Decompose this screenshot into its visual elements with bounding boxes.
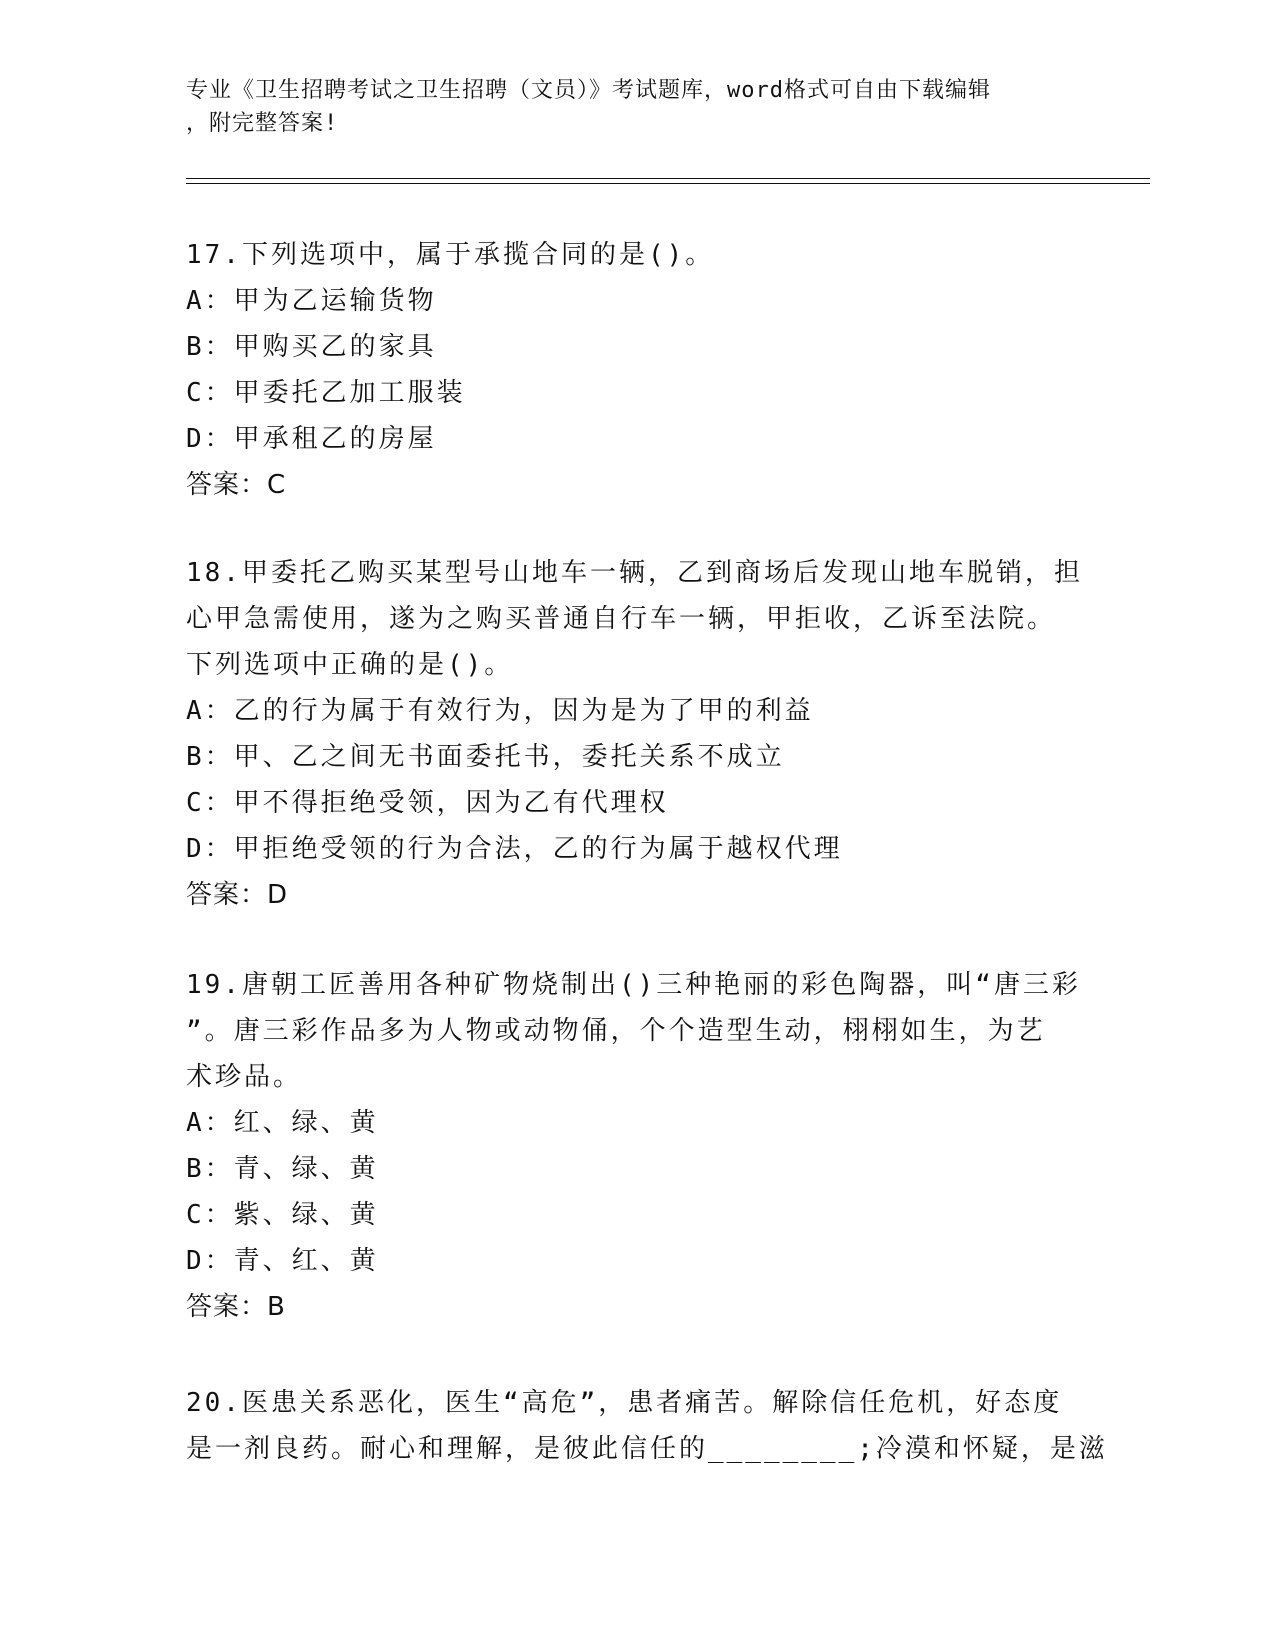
option-b: B：甲购买乙的家具 [186, 332, 437, 362]
document-header [186, 74, 1086, 140]
question-stem: ”。唐三彩作品多为人物或动物俑，个个造型生动，栩栩如生，为艺 [186, 1016, 1046, 1046]
answer: 答案：B [186, 1292, 286, 1322]
option-d: D：甲承租乙的房屋 [186, 424, 437, 454]
question-stem: 是一剂良药。耐心和理解，是彼此信任的________;冷漠和怀疑，是滋 [186, 1434, 1108, 1464]
option-c: C：甲委托乙加工服装 [186, 378, 466, 408]
option-b: B：甲、乙之间无书面委托书，委托关系不成立 [186, 742, 785, 772]
option-c: C：紫、绿、黄 [186, 1200, 379, 1230]
option-a: A：甲为乙运输货物 [186, 286, 437, 316]
option-a: A：乙的行为属于有效行为，因为是为了甲的利益 [186, 696, 814, 726]
answer: 答案：C [186, 470, 287, 500]
question-stem: 术珍品。 [186, 1062, 303, 1092]
option-c: C：甲不得拒绝受领，因为乙有代理权 [186, 788, 669, 818]
option-a: A：红、绿、黄 [186, 1108, 379, 1138]
question-20 [186, 1380, 1108, 1472]
question-stem: 19.唐朝工匠善用各种矿物烧制出()三种艳丽的彩色陶器，叫“唐三彩 [186, 970, 1081, 1000]
question-stem: 20.医患关系恶化，医生“高危”，患者痛苦。解除信任危机，好态度 [186, 1388, 1063, 1418]
answer: 答案：D [186, 880, 289, 910]
header-divider-top [186, 178, 1150, 179]
header-title-line-1: 专业《卫生招聘考试之卫生招聘（文员）》考试题库，word格式可自由下载编辑 [186, 78, 991, 103]
question-18 [186, 550, 1086, 918]
header-title-line-2: ，附完整答案! [186, 111, 339, 136]
question-19 [186, 962, 1086, 1330]
header-divider-bottom [186, 183, 1150, 184]
question-stem: 下列选项中正确的是()。 [186, 650, 514, 680]
question-stem: 17.下列选项中，属于承揽合同的是()。 [186, 240, 715, 270]
question-stem: 18.甲委托乙购买某型号山地车一辆，乙到商场后发现山地车脱销，担 [186, 558, 1083, 588]
question-17 [186, 232, 1086, 508]
option-b: B：青、绿、黄 [186, 1154, 379, 1184]
question-stem: 心甲急需使用，遂为之购买普通自行车一辆，甲拒收，乙诉至法院。 [186, 604, 1057, 634]
option-d: D：青、红、黄 [186, 1246, 379, 1276]
option-d: D：甲拒绝受领的行为合法，乙的行为属于越权代理 [186, 834, 843, 864]
